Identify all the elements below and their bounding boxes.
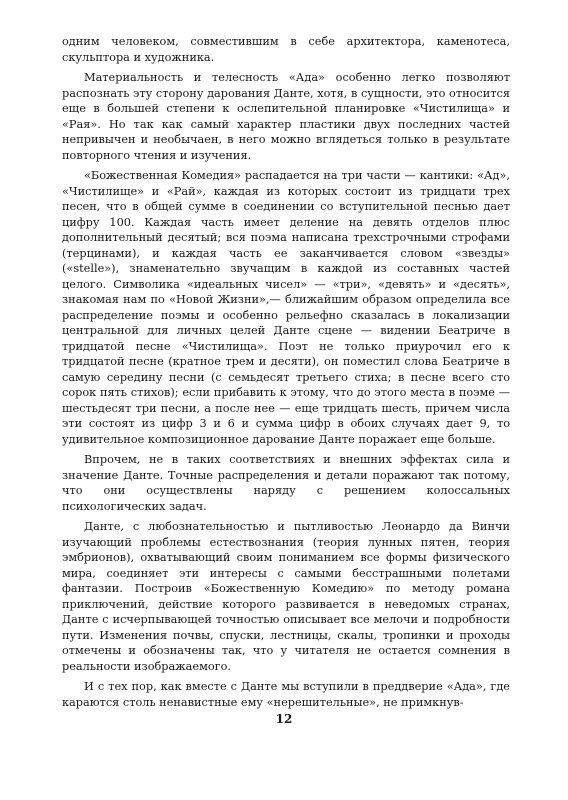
paragraph: Данте, с любознательностью и пытливостью Леонардо да Винчи изучающий проблемы естествознания (теория лунных пятен, теория эмбрионов), охватывающий своим пониманием все формы физического мира, соединяет эти интересы с самыми бесстрашными полетами фантазии. Построив «Божественную Комедию» по методу романа приключений, действие которого развивается в неведомых странах, Данте с исчерпывающей точностью описывает все мелочи и подробности пути. Изменения почвы, спуски, лестницы, скалы, тропинки и проходы отмечены и обозначены так, что у читателя не остается сомнения в реальности изображаемого.: [62, 520, 510, 673]
paragraph: И с тех пор, как вместе с Данте мы вступили в преддверие «Ада», где караются столь ненавистные ему «нерешительные», не примкнув-: [62, 680, 510, 709]
paragraph: Материальность и телесность «Ада» особенно легко позволяют распознать эту сторону дарования Данте, хотя, в сущности, это относится еще в большей степени к ослепительной планировке «Чистилища» и «Рая». Но так как самый характер пластики двух последних частей непривычен и необычаен, в него можно вглядеться только в результате повторного чтения и изучения.: [62, 71, 510, 162]
body-text: [62, 34, 510, 715]
paragraph-continuation: одним человеком, совместившим в себе архитектора, каменотеса, скульптора и художника.: [62, 35, 510, 64]
paragraph: «Божественная Комедия» распадается на три части — кантики: «Ад», «Чистилище» и «Рай», каждая из которых состоит из тридцати трех песен, что в общей сумме в соединении со вступительной песнью дает цифру 100. Каждая часть имеет деление на девять отделов плюс дополнительный десятый; вся поэма написана трехстрочными строфами (терцинами), и каждая часть ее заканчивается словом «звезды» («stelle»), знаменательно звучащим в каждой из составных частей целого. Символика «идеальных чисел» — «три», «девять» и «десять», знакомая нам по «Новой Жизни»,— ближайшим образом определила все распределение поэмы и особенно рельефно сказалась в локализации центральной для личных целей Данте сцене — видении Беатриче в тридцатой песне «Чистилища». Поэт не только приурочил его к тридцатой песне (кратное трем и десяти), он поместил слова Беатриче в самую середину песни (с семьдесят третьего стиха; в песне всего сто сорок пять стихов); если прибавить к этому, что до этого места в поэме — шестьдесят три песни, а после нее — еще тридцать шесть, причем числа эти состоят из цифр 3 и 6 и сумма цифр в обоих случаях дает 9, то удивительное композиционное дарование Данте поражает еще больше.: [62, 169, 510, 446]
page-number: 12: [275, 712, 293, 726]
paragraph: Впрочем, не в таких соответствиях и внешних эффектах сила и значение Данте. Точные распределения и детали поражают так потому, что они осуществлены наряду с решением колоссальных психологических задач.: [62, 453, 510, 513]
